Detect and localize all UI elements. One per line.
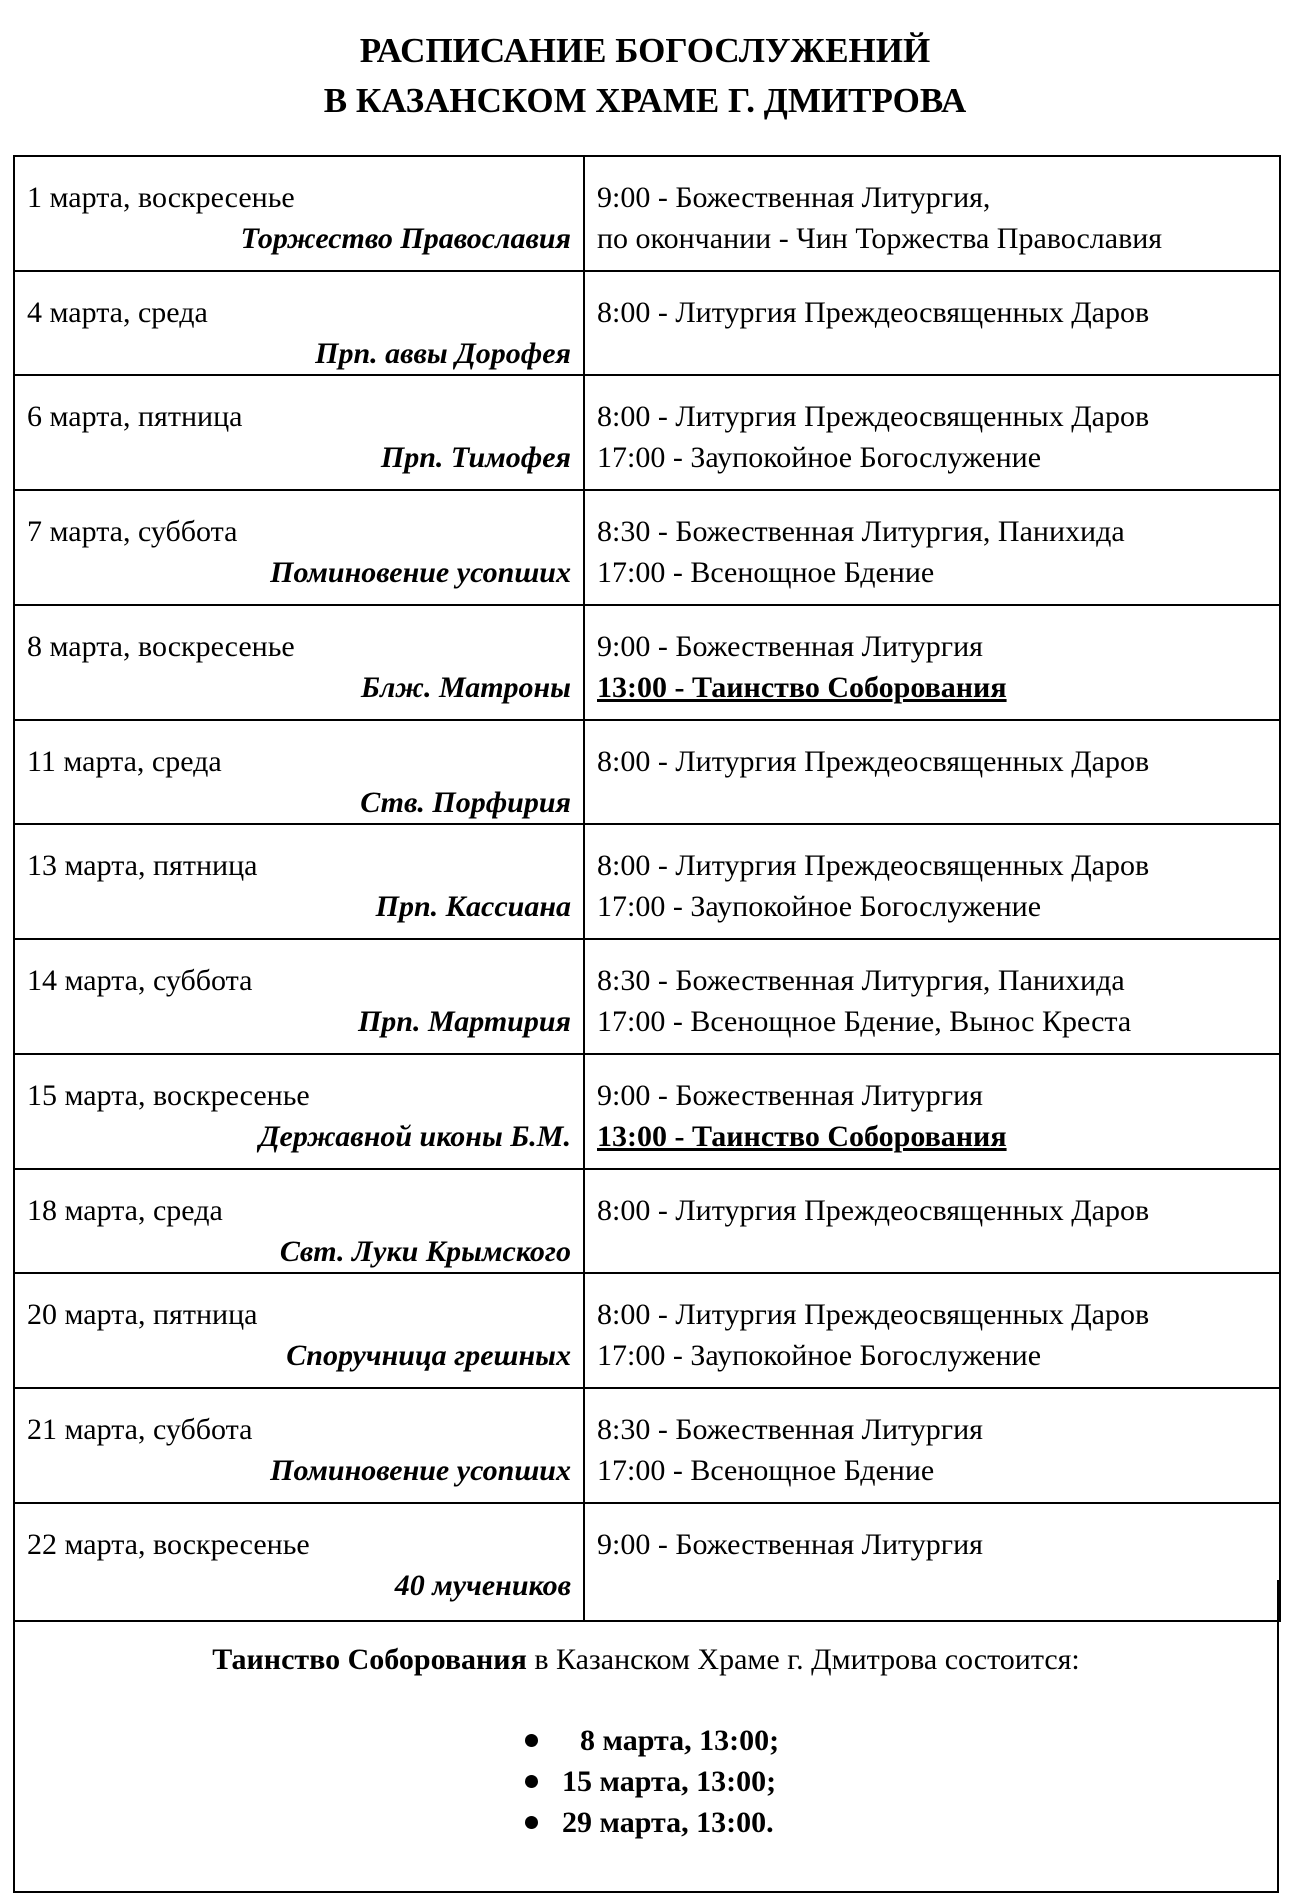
service-date: 4 марта, среда xyxy=(27,296,208,329)
unction-note xyxy=(13,1580,1279,1893)
service-line: 8:30 - Божественная Литургия xyxy=(597,1413,983,1446)
service-line: 9:00 - Божественная Литургия, xyxy=(597,181,991,214)
services-cell xyxy=(584,1169,1280,1273)
title-line-2: В КАЗАНСКОМ ХРАМЕ Г. ДМИТРОВА xyxy=(323,81,967,120)
service-line: 17:00 - Заупокойное Богослужение xyxy=(597,1339,1042,1372)
feast-name: Поминовение усопших xyxy=(270,1454,571,1487)
service-date: 21 марта, суббота xyxy=(27,1413,253,1446)
feast-name: Поминовение усопших xyxy=(270,556,571,589)
date-cell xyxy=(14,375,584,490)
services-cell xyxy=(584,720,1280,824)
date-cell xyxy=(14,824,584,939)
feast-name: 40 мучеников xyxy=(394,1569,571,1602)
feast-name: Прп. Кассиана xyxy=(375,890,571,923)
table-row xyxy=(14,1054,1280,1169)
date-cell xyxy=(14,1388,584,1503)
service-line: 9:00 - Божественная Литургия xyxy=(597,1528,983,1561)
table-row xyxy=(14,1273,1280,1388)
date-cell xyxy=(14,1054,584,1169)
service-line: 8:00 - Литургия Преждеосвященных Даров xyxy=(597,296,1150,329)
service-line: 8:00 - Литургия Преждеосвященных Даров xyxy=(597,849,1150,882)
service-line: 8:00 - Литургия Преждеосвященных Даров xyxy=(597,400,1150,433)
note-text xyxy=(15,1640,1277,1680)
service-line: 8:00 - Литургия Преждеосвященных Даров xyxy=(597,745,1150,778)
feast-name: Блж. Матроны xyxy=(360,671,571,704)
date-cell xyxy=(14,720,584,824)
list-item xyxy=(525,1802,779,1843)
service-date: 18 марта, среда xyxy=(27,1194,223,1227)
unction-date: 8 марта, 13:00; xyxy=(580,1724,780,1757)
date-cell xyxy=(14,939,584,1054)
bullet-icon xyxy=(525,1816,538,1829)
feast-name: Прп. Тимофея xyxy=(380,441,571,474)
services-cell xyxy=(584,490,1280,605)
feast-name: Прп. аввы Дорофея xyxy=(315,337,571,370)
table-row xyxy=(14,605,1280,720)
service-date: 7 марта, суббота xyxy=(27,515,238,548)
table-row xyxy=(14,1169,1280,1273)
table-row xyxy=(14,375,1280,490)
date-cell xyxy=(14,490,584,605)
table-row xyxy=(14,271,1280,375)
feast-name: Державной иконы Б.М. xyxy=(259,1120,571,1153)
services-cell xyxy=(584,824,1280,939)
date-cell xyxy=(14,156,584,271)
service-line: 17:00 - Всенощное Бдение xyxy=(597,556,935,589)
bullet-icon xyxy=(525,1775,538,1788)
services-cell xyxy=(584,271,1280,375)
date-cell xyxy=(14,271,584,375)
service-line: 17:00 - Заупокойное Богослужение xyxy=(597,441,1042,474)
service-line: 8:30 - Божественная Литургия, Панихида xyxy=(597,515,1125,548)
service-date: 15 марта, воскресенье xyxy=(27,1079,310,1112)
service-date: 6 марта, пятница xyxy=(27,400,243,433)
services-cell xyxy=(584,375,1280,490)
feast-name: Свт. Луки Крымского xyxy=(279,1235,571,1268)
title-line-1: РАСПИСАНИЕ БОГОСЛУЖЕНИЙ xyxy=(359,31,931,70)
service-line: 17:00 - Всенощное Бдение xyxy=(597,1454,935,1487)
services-cell xyxy=(584,1054,1280,1169)
schedule-body xyxy=(14,156,1280,1621)
service-date: 8 марта, воскресенье xyxy=(27,630,295,663)
service-date: 13 марта, пятница xyxy=(27,849,258,882)
table-row xyxy=(14,1388,1280,1503)
services-cell xyxy=(584,939,1280,1054)
service-line: 8:00 - Литургия Преждеосвященных Даров xyxy=(597,1298,1150,1331)
services-cell xyxy=(584,1388,1280,1503)
feast-name: Торжество Православия xyxy=(240,222,571,255)
table-row xyxy=(14,720,1280,824)
service-line: 13:00 - Таинство Соборования xyxy=(597,671,1007,704)
unction-date: 29 марта, 13:00. xyxy=(562,1806,774,1839)
service-line: 17:00 - Заупокойное Богослужение xyxy=(597,890,1042,923)
note-rest-text: в Казанском Храме г. Дмитрова состоится: xyxy=(526,1643,1080,1676)
service-date: 14 марта, суббота xyxy=(27,964,253,997)
services-cell xyxy=(584,156,1280,271)
table-row xyxy=(14,490,1280,605)
bullet-icon xyxy=(525,1734,538,1747)
service-line: 13:00 - Таинство Соборования xyxy=(597,1120,1007,1153)
page-title xyxy=(0,26,1290,126)
service-line: 8:30 - Божественная Литургия, Панихида xyxy=(597,964,1125,997)
service-line: 17:00 - Всенощное Бдение, Вынос Креста xyxy=(597,1005,1132,1038)
date-cell xyxy=(14,1273,584,1388)
schedule-table xyxy=(13,155,1281,1622)
date-cell xyxy=(14,605,584,720)
feast-name: Ств. Порфирия xyxy=(360,786,571,819)
service-line: 9:00 - Божественная Литургия xyxy=(597,630,983,663)
unction-date: 15 марта, 13:00; xyxy=(562,1765,777,1798)
feast-name: Споручница грешных xyxy=(286,1339,571,1372)
service-line: 9:00 - Божественная Литургия xyxy=(597,1079,983,1112)
table-row xyxy=(14,824,1280,939)
service-date: 22 марта, воскресенье xyxy=(27,1528,310,1561)
note-bold-text: Таинство Соборования xyxy=(212,1643,527,1676)
service-date: 20 марта, пятница xyxy=(27,1298,258,1331)
services-cell xyxy=(584,605,1280,720)
service-line: по окончании - Чин Торжества Православия xyxy=(597,222,1163,255)
list-item xyxy=(525,1720,779,1761)
unction-dates-list xyxy=(525,1720,779,1843)
service-line: 8:00 - Литургия Преждеосвященных Даров xyxy=(597,1194,1150,1227)
service-date: 1 марта, воскресенье xyxy=(27,181,295,214)
date-cell xyxy=(14,1169,584,1273)
table-row xyxy=(14,156,1280,271)
feast-name: Прп. Мартирия xyxy=(357,1005,571,1038)
service-date: 11 марта, среда xyxy=(27,745,222,778)
list-item xyxy=(525,1761,779,1802)
services-cell xyxy=(584,1273,1280,1388)
table-row xyxy=(14,939,1280,1054)
